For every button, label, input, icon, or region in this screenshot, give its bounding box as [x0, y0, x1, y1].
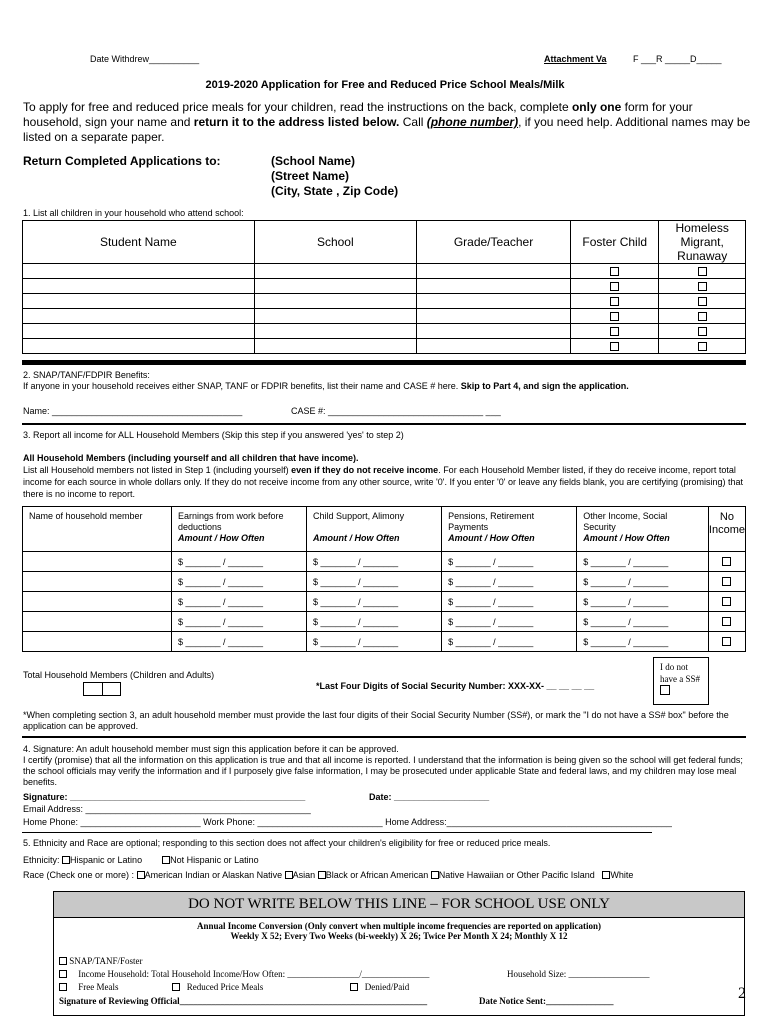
snap-foster-checkbox[interactable] — [59, 957, 67, 965]
section4-title: 4. Signature: An adult household member must sign this application before it can be approved. — [23, 744, 399, 754]
child-support-cell[interactable]: $ _______ / _______ — [307, 592, 442, 612]
school-cell[interactable] — [254, 309, 416, 324]
other-income-cell[interactable]: $ _______ / _______ — [577, 552, 709, 572]
school-use-box — [53, 918, 745, 1016]
student-name-cell[interactable] — [23, 294, 255, 309]
no-income-cell — [708, 572, 745, 592]
no-income-checkbox[interactable] — [722, 617, 731, 626]
income-household-row: Income Household: Total Household Income/How Often: ________________/_______________ — [59, 969, 429, 979]
homeless-checkbox-cell — [659, 264, 746, 279]
snap-foster-row: SNAP/TANF/Foster — [59, 956, 143, 966]
snap-name-field[interactable]: Name: ______________________________________ — [23, 406, 243, 416]
foster-child-checkbox-cell — [571, 279, 659, 294]
child-row — [23, 324, 746, 339]
income-row — [23, 612, 746, 632]
homeless-checkbox-cell — [659, 339, 746, 354]
no-income-checkbox[interactable] — [722, 557, 731, 566]
race-checkbox-pacific-islander[interactable] — [431, 871, 439, 879]
page-number: 2 — [738, 985, 746, 1002]
household-member-cell[interactable] — [23, 612, 172, 632]
homeless-checkbox-cell — [659, 294, 746, 309]
income-household-checkbox[interactable] — [59, 970, 67, 978]
child-row — [23, 309, 746, 324]
homeless-checkbox-cell — [659, 324, 746, 339]
section3-heading: All Household Members (including yourself and all children that have income). — [23, 453, 359, 463]
school-cell[interactable] — [254, 264, 416, 279]
ssn-label[interactable]: *Last Four Digits of Social Security Number: XXX-XX- __ __ __ __ — [316, 681, 595, 691]
foster-child-checkbox[interactable] — [610, 297, 619, 306]
homeless-checkbox[interactable] — [698, 312, 707, 321]
household-member-cell[interactable] — [23, 552, 172, 572]
foster-child-checkbox[interactable] — [610, 312, 619, 321]
earnings-cell[interactable]: $ _______ / _______ — [171, 572, 306, 592]
section-divider — [22, 423, 746, 425]
section5-title: 5. Ethnicity and Race are optional; responding to this section does not affect your children's eligibility for free or reduced price meals. — [23, 838, 551, 848]
school-cell[interactable] — [254, 339, 416, 354]
earnings-cell[interactable]: $ _______ / _______ — [171, 632, 306, 652]
grade-teacher-cell[interactable] — [417, 264, 571, 279]
homeless-checkbox[interactable] — [698, 267, 707, 276]
pensions-cell[interactable]: $ _______ / _______ — [442, 592, 577, 612]
foster-child-checkbox-cell — [571, 264, 659, 279]
homeless-checkbox[interactable] — [698, 297, 707, 306]
earnings-cell[interactable]: $ _______ / _______ — [171, 612, 306, 632]
section-divider — [22, 360, 746, 365]
col-other-income: Other Income, Social Security Amount / How Often — [577, 507, 709, 552]
total-members-box[interactable] — [83, 682, 121, 696]
school-cell[interactable] — [254, 324, 416, 339]
foster-child-checkbox-cell — [571, 294, 659, 309]
denied-checkbox[interactable] — [350, 983, 358, 991]
date-field[interactable]: Date: ___________________ — [369, 792, 490, 802]
return-address: (School Name) (Street Name) (City, State , Zip Code) — [271, 154, 399, 198]
grade-teacher-cell[interactable] — [417, 309, 571, 324]
date-notice-field[interactable]: Date Notice Sent:_______________ — [479, 996, 614, 1006]
household-member-cell[interactable] — [23, 572, 172, 592]
homeless-checkbox[interactable] — [698, 282, 707, 291]
student-name-cell[interactable] — [23, 339, 255, 354]
race-row: Race (Check one or more) : American Indian or Alaskan Native Asian Black or African American Native Hawaiian or Other Pacific Island White — [23, 870, 634, 880]
grade-teacher-cell[interactable] — [417, 339, 571, 354]
homeless-checkbox[interactable] — [698, 342, 707, 351]
income-row — [23, 572, 746, 592]
certify-text: I certify (promise) that all the information on this application is true and that all income is reported. I understand that the information is being given so the school will get federal funds; the school officials may verify the information and if I purposely give false information, I may be prosecuted under applicable State and federal laws, and my children may lose meal benefits. — [23, 755, 743, 787]
race-checkbox-native-american[interactable] — [137, 871, 145, 879]
foster-child-checkbox[interactable] — [610, 342, 619, 351]
denied-row: Denied/Paid — [350, 982, 409, 992]
household-member-cell[interactable] — [23, 632, 172, 652]
col-child-support: Child Support, Alimony Amount / How Often — [307, 507, 442, 552]
hispanic-checkbox[interactable] — [62, 856, 70, 864]
children-table — [22, 220, 746, 354]
conversion-note: Annual Income Conversion (Only convert when multiple income frequencies are reported on application) — [197, 921, 601, 931]
not-hispanic-checkbox[interactable] — [162, 856, 170, 864]
intro-paragraph: To apply for free and reduced price meals for your children, read the instructions on the back, complete only one form for your household, sign your name and return it to the address listed below. Call (phone number), if you need help. Additional names may be listed on a separate paper. — [23, 100, 751, 144]
school-cell[interactable] — [254, 294, 416, 309]
no-income-cell — [708, 612, 745, 632]
free-meals-checkbox[interactable] — [59, 983, 67, 991]
date-withdrew: Date Withdrew__________ — [90, 54, 200, 64]
reduced-meals-row: Reduced Price Meals — [172, 982, 263, 992]
income-row — [23, 592, 746, 612]
other-income-cell[interactable]: $ _______ / _______ — [577, 572, 709, 592]
reduced-meals-checkbox[interactable] — [172, 983, 180, 991]
household-member-cell[interactable] — [23, 592, 172, 612]
race-checkbox-asian[interactable] — [285, 871, 293, 879]
no-income-cell — [708, 552, 745, 572]
other-income-cell[interactable]: $ _______ / _______ — [577, 592, 709, 612]
ssn-note: *When completing section 3, an adult household member must provide the last four digits of their Social Security Number (SS#), or mark the "I do not have a SS# box" before the application can be approved. — [23, 710, 729, 731]
no-income-checkbox[interactable] — [722, 597, 731, 606]
foster-child-checkbox-cell — [571, 309, 659, 324]
income-row — [23, 632, 746, 652]
no-income-cell — [708, 592, 745, 612]
attachment-label: Attachment Va — [544, 54, 607, 64]
earnings-cell[interactable]: $ _______ / _______ — [171, 552, 306, 572]
section1-label: 1. List all children in your household who attend school: — [23, 208, 244, 218]
homeless-checkbox[interactable] — [698, 327, 707, 336]
section2-text: If anyone in your household receives either SNAP, TANF or FDPIR benefits, list their name and CASE # here. Skip to Part 4, and sign the application. — [23, 381, 629, 391]
child-row — [23, 279, 746, 294]
foster-child-checkbox-cell — [571, 339, 659, 354]
pensions-cell[interactable]: $ _______ / _______ — [442, 572, 577, 592]
child-support-cell[interactable]: $ _______ / _______ — [307, 552, 442, 572]
child-support-cell[interactable]: $ _______ / _______ — [307, 572, 442, 592]
no-ssn-box[interactable]: I do not have a SS# — [653, 657, 709, 705]
section-divider — [22, 736, 746, 738]
student-name-cell[interactable] — [23, 324, 255, 339]
no-income-checkbox[interactable] — [722, 637, 731, 646]
reviewing-official-field[interactable]: Signature of Reviewing Official_______________________________________________________ — [59, 996, 428, 1006]
section2-title: 2. SNAP/TANF/FDPIR Benefits: — [23, 370, 150, 380]
phone-address-fields[interactable]: Home Phone: ________________________ Work Phone: _________________________ Home Address:_____________________________________________ — [23, 817, 672, 827]
income-table — [22, 506, 746, 652]
section-divider — [22, 832, 652, 833]
return-label: Return Completed Applications to: — [23, 154, 221, 168]
school-cell[interactable] — [254, 279, 416, 294]
child-support-cell[interactable]: $ _______ / _______ — [307, 612, 442, 632]
no-income-cell — [708, 632, 745, 652]
other-income-cell[interactable]: $ _______ / _______ — [577, 632, 709, 652]
student-name-cell[interactable] — [23, 309, 255, 324]
household-size-field[interactable]: Household Size: __________________ — [507, 969, 650, 979]
school-use-banner: DO NOT WRITE BELOW THIS LINE – FOR SCHOOL USE ONLY — [53, 891, 745, 918]
snap-case-field[interactable]: CASE #: _______________________________ ___ — [291, 406, 501, 416]
foster-child-checkbox[interactable] — [610, 267, 619, 276]
grade-teacher-cell[interactable] — [417, 294, 571, 309]
section3-instructions: List all Household members not listed in Step 1 (including yourself) even if they do not receive income. For each Household Member listed, if they do receive income, report total income for each source in whole dollars only. If they do not receive income from any other source, write '0'. If you enter '0' or leave any fields blank, you are certifying (promising) that there is no income to report. — [23, 465, 744, 499]
section3-title: 3. Report all income for ALL Household Members (Skip this step if you answered 'yes' to step 2) — [23, 430, 404, 440]
col-pensions: Pensions, Retirement Payments Amount / How Often — [442, 507, 577, 552]
student-name-cell[interactable] — [23, 264, 255, 279]
frd-codes: F ___R _____D_____ — [633, 54, 722, 64]
col-student-name: Student Name — [23, 221, 255, 264]
no-income-checkbox[interactable] — [722, 577, 731, 586]
homeless-checkbox-cell — [659, 279, 746, 294]
col-school: School — [254, 221, 416, 264]
email-field[interactable]: Email Address: _____________________________________________ — [23, 804, 311, 814]
race-checkbox-black[interactable] — [318, 871, 326, 879]
free-meals-row: Free Meals — [59, 982, 119, 992]
conversion-rates: Weekly X 52; Every Two Weeks (bi-weekly) X 26; Twice Per Month X 24; Monthly X 12 — [230, 931, 568, 941]
other-income-cell[interactable]: $ _______ / _______ — [577, 612, 709, 632]
homeless-checkbox-cell — [659, 309, 746, 324]
child-row — [23, 294, 746, 309]
pensions-cell[interactable]: $ _______ / _______ — [442, 552, 577, 572]
child-row — [23, 264, 746, 279]
col-foster-child: Foster Child — [571, 221, 659, 264]
income-row — [23, 552, 746, 572]
form-title: 2019-2020 Application for Free and Reduced Price School Meals/Milk — [205, 79, 565, 91]
earnings-cell[interactable]: $ _______ / _______ — [171, 592, 306, 612]
grade-teacher-cell[interactable] — [417, 279, 571, 294]
ethnicity-row: Ethnicity: Hispanic or Latino Not Hispanic or Latino — [23, 855, 259, 865]
child-row — [23, 339, 746, 354]
col-grade-teacher: Grade/Teacher — [417, 221, 571, 264]
col-earnings: Earnings from work before deductions Amount / How Often — [171, 507, 306, 552]
foster-child-checkbox[interactable] — [610, 282, 619, 291]
pensions-cell[interactable]: $ _______ / _______ — [442, 612, 577, 632]
col-no-income: No Income — [708, 507, 745, 552]
col-household-member: Name of household member — [23, 507, 172, 552]
signature-field[interactable]: Signature: _______________________________________________ — [23, 792, 306, 802]
child-support-cell[interactable]: $ _______ / _______ — [307, 632, 442, 652]
no-ssn-checkbox[interactable] — [660, 685, 670, 695]
grade-teacher-cell[interactable] — [417, 324, 571, 339]
foster-child-checkbox[interactable] — [610, 327, 619, 336]
total-members-label: Total Household Members (Children and Adults) — [23, 670, 215, 680]
foster-child-checkbox-cell — [571, 324, 659, 339]
pensions-cell[interactable]: $ _______ / _______ — [442, 632, 577, 652]
student-name-cell[interactable] — [23, 279, 255, 294]
col-homeless: Homeless Migrant, Runaway — [659, 221, 746, 264]
